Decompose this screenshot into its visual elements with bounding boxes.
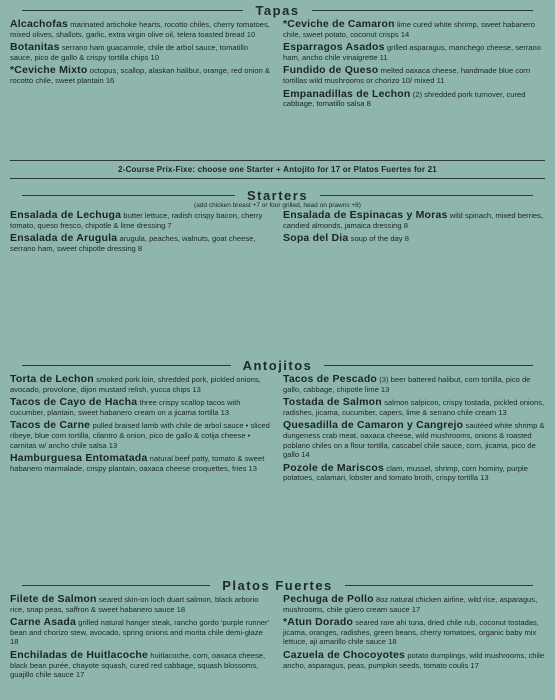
section-title: Tapas	[255, 2, 300, 18]
menu-item-description: seared rare ahi tuna, dried chile rub, coconut tostadas, jicama, oranges, radishes, green beans, cherry tomatoes, organic baby mix lettuce, aji amarillo chile sauce 18	[283, 618, 539, 647]
menu-item-description: octopus, scallop, alaskan halibut, orange, red onion & rocotto chile, sweet plantain 16	[10, 66, 270, 85]
menu-item-name: Tostada de Salmon	[283, 396, 382, 409]
menu-item	[283, 375, 545, 394]
menu-item	[10, 421, 272, 450]
menu-item	[10, 43, 272, 62]
platos-right-column	[283, 595, 545, 684]
platos-fuertes-section	[10, 575, 545, 684]
menu-item	[10, 66, 272, 85]
menu-item-name: Fundido de Queso	[283, 64, 379, 77]
menu-item	[10, 595, 272, 614]
menu-item-description: grilled asparagus, manchego cheese, serrano ham, ancho chile vinaigrette 11	[283, 43, 541, 62]
menu-item-name: *Ceviche Mixto	[10, 64, 88, 77]
menu-item-name: Ensalada de Lechuga	[10, 209, 122, 221]
menu-item-description: huitlacoche, corn, oaxaca cheese, black bean purée, chayote squash, cured red cabbage, squash blossoms, guajillo chile sauce 17	[10, 650, 266, 680]
section-heading-antojitos	[10, 355, 545, 375]
section-heading-platos	[10, 575, 545, 595]
antojitos-right-column	[283, 375, 545, 487]
divider	[22, 365, 231, 366]
menu-item	[283, 648, 545, 670]
menu-item	[283, 20, 545, 39]
menu-item	[283, 618, 545, 647]
starters-right-column	[283, 211, 545, 257]
starters-left-column	[10, 211, 272, 257]
menu-item-description: (3) beer battered halibut, corn tortilla, pico de gallo, cabbage, chipotle lime 13	[283, 375, 531, 394]
menu-item-name: Tacos de Cayo de Hacha	[10, 396, 138, 409]
menu-item	[283, 211, 545, 230]
menu-item-name: Empanadillas de Lechon	[283, 87, 411, 100]
menu-item-name: Ensalada de Espinacas y Moras	[283, 209, 448, 221]
menu-item	[10, 375, 272, 394]
divider	[22, 10, 243, 11]
menu-item	[283, 87, 545, 109]
menu-item	[283, 66, 545, 85]
tapas-right-column	[283, 20, 545, 113]
menu-item-description: smoked pork loin, shredded pork, pickled onions, avocado, provolone, dijon mustard relish, yucca chips 13	[10, 375, 261, 394]
menu-item-description: seared skin-on loch duart salmon, black arborio rice, snap peas, saffron & sweet habanero sauce 18	[10, 595, 259, 614]
menu-item-name: Sopa del Dia	[283, 232, 349, 245]
menu-item-name: Pechuga de Pollo	[283, 593, 374, 605]
menu-item-name: Pozole de Mariscos	[283, 461, 385, 474]
antojitos-section	[10, 355, 545, 575]
menu-item	[10, 20, 272, 39]
menu-item	[283, 43, 545, 62]
menu-item-description: marinated artichoke hearts, rocotto chiles, cherry tomatoes, mixed olives, shallots, garlic, extra virgin olive oil, telera toasted bread 10	[10, 20, 270, 39]
menu-item-name: Tacos de Carne	[10, 419, 91, 432]
starters-columns	[10, 211, 545, 257]
section-title: Antojitos	[242, 357, 313, 373]
menu-item-description: arugula, peaches, walnuts, goat cheese, serrano ham, sweet chipotle dressing 8	[10, 234, 256, 253]
menu-item	[10, 234, 272, 253]
menu-item-name: Quesadilla de Camaron y Cangrejo	[283, 419, 464, 432]
starters-section	[10, 185, 545, 355]
menu-item-description: butter lettuce, radish crispy bacon, cherry tomato, queso fresco, chipotle & lime dressing 7	[10, 211, 263, 230]
platos-columns	[10, 595, 545, 684]
menu-item	[283, 461, 545, 483]
antojitos-columns	[10, 375, 545, 487]
menu-item-name: Filete de Salmon	[10, 593, 97, 605]
menu-item-name: Carne Asada	[10, 616, 77, 629]
menu-item-description: wild spinach, mixed berries, candied almonds, jamaica dressing 8	[283, 211, 544, 230]
menu-item	[10, 398, 272, 417]
section-title: Platos Fuertes	[222, 577, 333, 593]
starters-note: (add chicken breast +7 or four grilled, head on prawns +8)	[194, 202, 361, 209]
divider	[22, 195, 235, 196]
menu-item	[283, 234, 545, 244]
menu-item-description: natural beef patty, tomato & sweet habanero marmalade, crispy plantain, oaxaca cheese croquettes, fries 13	[10, 454, 265, 473]
platos-left-column	[10, 595, 272, 684]
menu-item-name: *Ceviche de Camaron	[283, 18, 395, 30]
menu-item	[283, 595, 545, 614]
menu-item-description: clam, mussel, shrimp, corn hominy, purple potatoes, calamari, lobster and tomato broth, crispy tortilla 13	[283, 463, 528, 483]
section-title: Starters	[246, 187, 309, 203]
menu-item	[283, 398, 545, 417]
menu-item	[10, 454, 272, 473]
menu-item-name: Torta de Lechon	[10, 373, 94, 385]
divider	[312, 10, 533, 11]
divider	[324, 365, 533, 366]
menu-item-description: (2) shredded pork turnover, cured cabbage, tomatillo salsa 8	[283, 89, 526, 109]
menu-item-description: serrano ham guacamole, chile de arbol sauce, tomatillo sauce, pico de gallo & crispy tortilla chips 10	[10, 43, 249, 62]
section-heading-tapas	[10, 0, 545, 20]
tapas-columns	[10, 20, 545, 113]
menu-item-name: Esparragos Asados	[283, 41, 385, 54]
menu-item-name: Botanitas	[10, 41, 60, 54]
menu-item	[10, 648, 272, 680]
tapas-section	[10, 0, 545, 154]
menu-item	[10, 618, 272, 647]
menu-item-name: Enchiladas de Huitlacoche	[10, 648, 149, 661]
menu-item-description: salmon salpicon, crispy tostada, pickled onions, radishes, jicama, cucumber, capers, lime & serrano chile cream 13	[283, 398, 545, 417]
menu-item-name: Ensalada de Arugula	[10, 232, 118, 245]
menu-item-description: lime cured white shrimp, sweet habanero chile, sweet potato, coconut crisps 14	[283, 20, 536, 39]
prix-fixe-banner: 2-Course Prix-Fixe: choose one Starter + Antojito for 17 or Platos Fuertes for 21	[10, 160, 545, 179]
menu-item-description: melted oaxaca cheese, handmade blue corn tortillas wild mushrooms or chorizo 10/ mixed 11	[283, 66, 531, 85]
divider	[320, 195, 533, 196]
menu-item-name: Alcachofas	[10, 18, 69, 30]
menu-item-description: potato dumplings, wild mushrooms, chile ancho, asparagus, peas, pumpkin seeds, tomato coulis 17	[283, 650, 545, 670]
menu-item-name: *Atun Dorado	[283, 616, 354, 629]
tapas-left-column	[10, 20, 272, 113]
menu-item-name: Hamburguesa Entomatada	[10, 452, 148, 465]
divider	[345, 585, 533, 586]
menu-item-description: 8oz natural chicken airline, wild rice, asparagus, mushrooms, chile güero cream sauce 17	[283, 595, 538, 614]
menu-item-description: soup of the day 8	[350, 234, 409, 244]
menu-item-name: Cazuela de Chocoyotes	[283, 648, 406, 661]
menu-item-description: pulled braised lamb with chile de arbol sauce • sliced ribeye, blue corn tortilla, cilantro & onion, pico de gallo & cotija cheese • carnitas w/ ancho chile salsa 13	[10, 421, 270, 450]
menu-item-description: sautéed white shrimp & dungeness crab meat, oaxaca cheese, wild mushrooms, onions & roasted poblano chiles on a flour tortilla, cascabel chile sauce, corn, jicama, pico de gallo 14	[283, 421, 545, 460]
divider	[22, 585, 210, 586]
antojitos-left-column	[10, 375, 272, 487]
menu-item-name: Tacos de Pescado	[283, 373, 378, 385]
section-heading-starters	[10, 185, 545, 205]
menu-item	[283, 421, 545, 459]
menu-item	[10, 211, 272, 230]
menu-item-description: grilled natural hanger steak, rancho gordo 'purple runner' bean and chorizo stew, avocado, spring onions and morita chile demi-glaze 18	[10, 618, 270, 647]
menu-item-description: three crispy scallop tacos with cucumber, plantain, sweet habanero cream on a jicama tortilla 13	[10, 398, 241, 417]
